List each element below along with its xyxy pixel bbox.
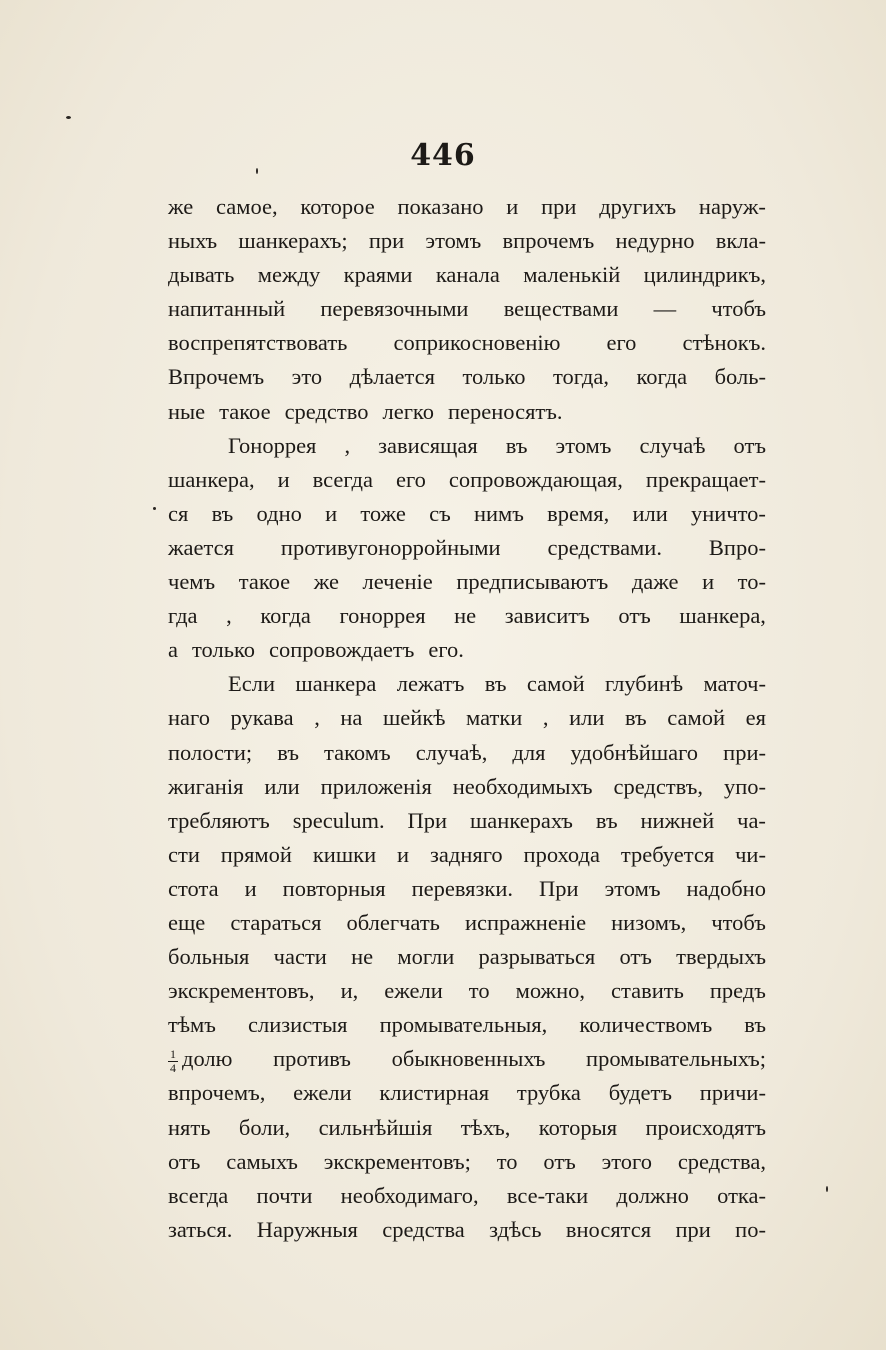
text-line (168, 463, 766, 497)
text-line (168, 736, 766, 770)
text-word: леченіе (362, 569, 433, 595)
text-word: Гоноррея (228, 432, 317, 458)
text-word: уничто- (691, 500, 766, 526)
text-word: самой (667, 705, 726, 731)
text-word: тогда, (553, 364, 609, 390)
text-word: по- (735, 1216, 766, 1242)
text-word: можно, (515, 978, 585, 1004)
text-word: только (192, 637, 256, 663)
text-word: краями (343, 262, 413, 288)
text-word: и (702, 569, 715, 595)
text-line (168, 1111, 766, 1145)
text-word: веществами (503, 296, 619, 322)
text-word: происходятъ (645, 1114, 766, 1140)
text-word: шанкера, (168, 466, 255, 492)
text-word: которое (300, 194, 375, 219)
text-word: облегчать (346, 909, 440, 935)
text-word: нять (168, 1114, 211, 1140)
text-word: и (244, 875, 257, 901)
text-word: жиганія (168, 773, 244, 799)
text-word: время, (547, 500, 610, 526)
text-word: средство (284, 398, 369, 424)
text-word: сопровождаетъ (269, 637, 415, 663)
text-word: одно (256, 500, 302, 526)
text-word: самыхъ (226, 1148, 298, 1174)
text-word: прямой (220, 841, 292, 867)
text-word: впрочемъ (502, 228, 595, 254)
text-line (168, 258, 766, 292)
text-word: еще (168, 909, 206, 935)
text-word: то- (737, 569, 766, 595)
text-word: отъ (733, 432, 766, 458)
text-word: шанкерахъ; (238, 228, 348, 254)
text-word: промывательныхъ; (586, 1046, 766, 1072)
text-word: а (168, 637, 178, 663)
text-word: или (264, 773, 300, 799)
text-word: когда (636, 364, 688, 390)
text-word: чемъ (168, 569, 216, 595)
text-word: ныхъ (168, 228, 218, 254)
text-word: — (653, 296, 677, 322)
text-word: speculum. (292, 807, 385, 833)
text-word: только (462, 364, 526, 390)
fraction-numerator: 1 (170, 1046, 176, 1061)
text-word: самой (526, 671, 585, 697)
text-word: ея (745, 705, 766, 731)
text-word: рукава (230, 705, 294, 731)
text-word: средствами. (547, 534, 662, 560)
text-word: такое (238, 569, 291, 595)
text-word: не (454, 603, 477, 629)
text-word: шанкера, (679, 603, 766, 629)
text-word: надобно (686, 875, 766, 901)
text-word: и (277, 466, 290, 492)
text-line (168, 1145, 766, 1179)
text-word: экскрементовъ, (168, 978, 315, 1004)
text-word: этомъ (604, 875, 661, 901)
text-word: повторныя (282, 875, 386, 901)
text-word: и, (340, 978, 359, 1004)
text-word: съ (429, 500, 451, 526)
fraction-denominator: 4 (170, 1060, 176, 1075)
text-word: трубка (516, 1080, 581, 1106)
text-word: наго (168, 705, 210, 731)
text-word: клистирная (379, 1080, 490, 1106)
text-line (168, 531, 766, 565)
text-word: случаѣ (639, 432, 706, 458)
text-word: обыкновенныхъ (391, 1046, 546, 1072)
text-word: Впро- (708, 534, 766, 560)
text-word: необходимаго, (340, 1182, 479, 1208)
fraction-one-quarter (168, 1046, 178, 1075)
text-word: этого (601, 1148, 652, 1174)
text-word: приложенія (320, 773, 432, 799)
text-word: средства (382, 1216, 465, 1242)
text-word: Наружныя (256, 1216, 358, 1242)
text-word: ставить (611, 978, 684, 1004)
text-word: долю (182, 1046, 233, 1072)
text-word: показано (397, 194, 484, 219)
text-word: въ (505, 432, 528, 458)
text-line (168, 940, 766, 974)
text-word: стота (168, 875, 219, 901)
text-word: соприкосновенію (393, 330, 561, 356)
text-word: маленькій (523, 262, 621, 288)
text-word: при (675, 1216, 711, 1242)
text-word: то (468, 978, 490, 1004)
text-line (168, 1076, 766, 1110)
text-word: сопровождающая, (448, 466, 623, 492)
text-line (168, 224, 766, 258)
text-word: будетъ (608, 1080, 673, 1106)
text-word: предписываютъ (456, 569, 609, 595)
text-word: удобнѣйшаго (570, 739, 699, 765)
text-word: зависитъ (504, 603, 590, 629)
text-word: впрочемъ, (168, 1080, 266, 1106)
text-word: для (512, 739, 546, 765)
text-word: цилиндрикъ, (643, 262, 766, 288)
text-word: то (496, 1148, 518, 1174)
text-word: самое, (216, 194, 278, 219)
text-word: тѣхъ, (460, 1114, 511, 1140)
text-word: твердыхъ (676, 944, 766, 970)
text-word: , (344, 432, 351, 458)
text-word: случаѣ, (415, 739, 488, 765)
text-word: переносятъ. (447, 398, 563, 424)
text-word: гоноррея (339, 603, 426, 629)
body-text (168, 190, 766, 1247)
text-word: этомъ (555, 432, 612, 458)
text-word: больныя (168, 944, 250, 970)
text-word: при- (723, 739, 766, 765)
ink-speck (66, 116, 71, 119)
text-line (168, 292, 766, 326)
text-line (168, 1213, 766, 1247)
text-word: и (397, 841, 410, 867)
text-word: части (273, 944, 327, 970)
text-line (168, 838, 766, 872)
text-word: заться. (168, 1216, 233, 1242)
text-word: наруж- (698, 194, 766, 219)
text-line (168, 1008, 766, 1042)
text-word: , (314, 705, 320, 731)
text-word: матки (466, 705, 523, 731)
text-word: сти (168, 841, 200, 867)
text-line (168, 804, 766, 838)
text-line (168, 974, 766, 1008)
text-word: причи- (699, 1080, 766, 1106)
text-word: полости; (168, 739, 253, 765)
text-word: нимъ (473, 500, 524, 526)
text-word: прекращает- (645, 466, 766, 492)
text-word: Если (228, 671, 275, 697)
text-word: испражненіе (464, 909, 587, 935)
text-line (168, 429, 766, 463)
text-word: требляютъ (168, 807, 270, 833)
text-word: почти (256, 1182, 313, 1208)
text-line (168, 360, 766, 394)
text-word: жается (168, 534, 234, 560)
text-word: могли (397, 944, 455, 970)
text-word: нижней (640, 807, 715, 833)
text-word: отъ (543, 1148, 576, 1174)
text-word: которыя (538, 1114, 618, 1140)
text-word: ежели (293, 1080, 352, 1106)
text-word: вкла- (715, 228, 766, 254)
text-word: отка- (717, 1182, 766, 1208)
text-line (168, 565, 766, 599)
text-word: или (632, 500, 668, 526)
text-word: другихъ (599, 194, 677, 219)
text-word: Впрочемъ (168, 364, 265, 390)
text-word: предъ (709, 978, 766, 1004)
text-word: дѣлается (349, 364, 435, 390)
ink-speck (826, 1186, 828, 1192)
text-word: зависящая (378, 432, 478, 458)
text-word: тѣмъ (168, 1012, 216, 1038)
ink-speck (153, 507, 156, 510)
text-word: не (351, 944, 374, 970)
text-word: перевязки. (411, 875, 514, 901)
text-word: ча- (737, 807, 766, 833)
text-word: легко (382, 398, 434, 424)
text-word: между (257, 262, 321, 288)
text-word: прохода (523, 841, 600, 867)
text-word: лежатъ (396, 671, 465, 697)
text-word: здѣсь (489, 1216, 542, 1242)
text-word: шанкерахъ (469, 807, 573, 833)
text-word: сильнѣйшія (318, 1114, 433, 1140)
text-word: противугонорройными (280, 534, 501, 560)
text-word: воспрепятствовать (168, 330, 348, 356)
text-word: и (325, 500, 338, 526)
text-word: вносятся (565, 1216, 652, 1242)
text-line (168, 497, 766, 531)
text-word: его (606, 330, 637, 356)
text-line (168, 701, 766, 735)
text-line (168, 906, 766, 940)
text-word: же (168, 194, 194, 219)
text-word: разрываться (478, 944, 596, 970)
text-word: или (569, 705, 605, 731)
text-word: противъ (273, 1046, 351, 1072)
text-word: маточ- (703, 671, 766, 697)
text-line (168, 326, 766, 360)
text-line (168, 633, 766, 667)
text-word (168, 1042, 232, 1076)
text-word: всегда (312, 466, 373, 492)
text-word: ежели (384, 978, 443, 1004)
text-word: даже (631, 569, 679, 595)
text-word: слизистыя (248, 1012, 348, 1038)
text-line (168, 667, 766, 701)
text-word: глубинѣ (605, 671, 684, 697)
text-line (168, 395, 766, 429)
text-word: задняго (430, 841, 503, 867)
text-word: чи- (735, 841, 766, 867)
text-word: При (539, 875, 579, 901)
text-word: , (542, 705, 549, 731)
text-word: шейкѣ (382, 705, 446, 731)
text-line (168, 1042, 766, 1076)
text-word: все-таки (506, 1182, 589, 1208)
text-word: упо- (723, 773, 766, 799)
text-word: При (407, 807, 448, 833)
text-word: необходимыхъ (452, 773, 593, 799)
text-word: же (313, 569, 339, 595)
text-word: отъ (618, 603, 651, 629)
text-word: всегда (168, 1182, 229, 1208)
text-word: канала (435, 262, 500, 288)
text-word: тоже (360, 500, 406, 526)
text-word: средствъ, (613, 773, 703, 799)
text-word: перевязочными (320, 296, 469, 322)
text-word: отъ (619, 944, 652, 970)
text-line (168, 190, 766, 224)
text-word: требуется (620, 841, 715, 867)
text-word: , (226, 603, 232, 629)
page-number: 446 (410, 138, 476, 173)
text-word: недурно (615, 228, 695, 254)
text-word: въ (277, 739, 299, 765)
text-word: боль- (714, 364, 766, 390)
text-word: количествомъ (579, 1012, 713, 1038)
text-word: напитанный (168, 296, 286, 322)
text-line (168, 872, 766, 906)
text-word: на (340, 705, 363, 731)
text-line (168, 599, 766, 633)
text-word: это (291, 364, 323, 390)
text-word: боли, (238, 1114, 291, 1140)
text-word: и (506, 194, 519, 219)
text-word: при (541, 194, 577, 219)
text-word: должно (616, 1182, 689, 1208)
text-word: средства, (677, 1148, 766, 1174)
text-word: въ (624, 705, 647, 731)
text-word: въ (484, 671, 507, 697)
text-word: когда (260, 603, 311, 629)
text-word: дывать (168, 262, 235, 288)
text-word: такое (219, 398, 271, 424)
text-word: его (395, 466, 426, 492)
text-word: стѣнокъ. (682, 330, 766, 356)
text-word: въ (744, 1012, 766, 1038)
text-word: этомъ (425, 228, 482, 254)
text-word: промывательныя, (379, 1012, 548, 1038)
text-word: такомъ (324, 739, 391, 765)
text-word: въ (595, 807, 618, 833)
text-word: гда (168, 603, 198, 629)
text-word: стараться (230, 909, 322, 935)
text-word: экскрементовъ; (323, 1148, 471, 1174)
text-word: въ (211, 500, 234, 526)
text-word: чтобъ (711, 296, 766, 322)
text-word: шанкера (295, 671, 377, 697)
text-word: при (368, 228, 405, 254)
text-word: отъ (168, 1148, 201, 1174)
text-word: чтобъ (711, 909, 766, 935)
text-word: ся (168, 500, 189, 526)
text-line (168, 770, 766, 804)
text-word: кишки (312, 841, 377, 867)
text-word: ные (168, 398, 206, 424)
text-line (168, 1179, 766, 1213)
text-word: его. (428, 637, 464, 663)
text-word: низомъ, (611, 909, 687, 935)
